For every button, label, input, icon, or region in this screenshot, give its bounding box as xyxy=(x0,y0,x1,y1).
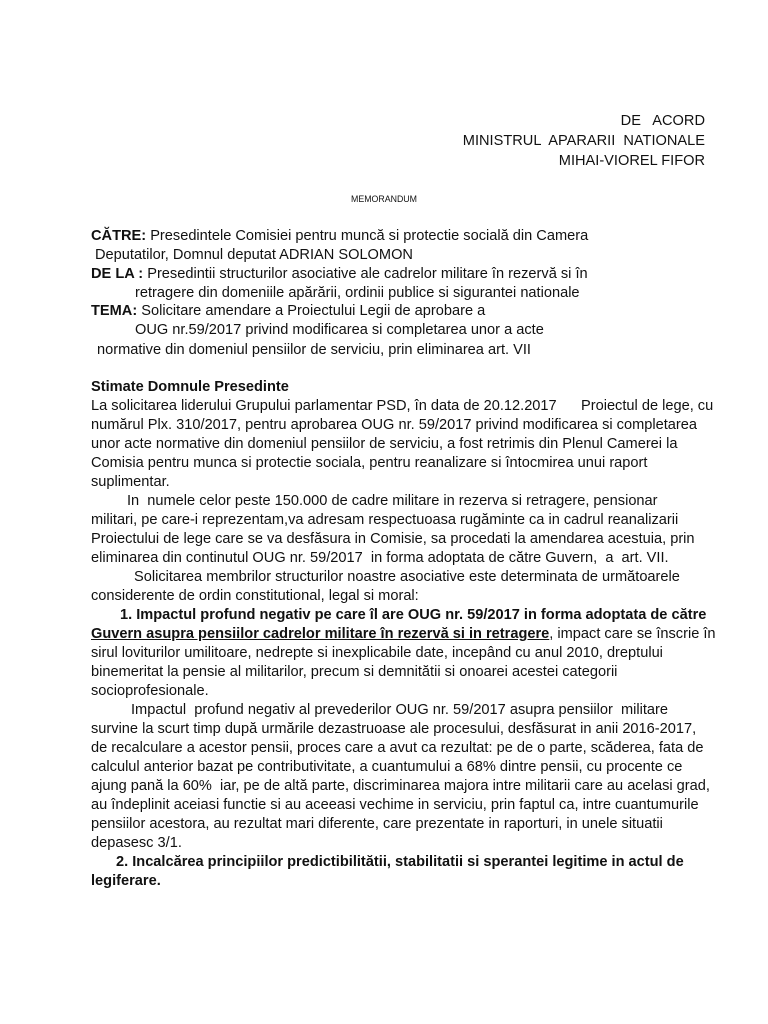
paragraph-4-line: Impactul profund negativ al prevederilor OUG nr. 59/2017 asupra pensiilor militare xyxy=(131,702,669,718)
catre-line-1 xyxy=(91,227,588,246)
paragraph-2-line: In numele celor peste 150.000 de cadre militare in rezerva si retragere, pensionar xyxy=(127,493,658,509)
paragraph-2-line: militari, pe care-i reprezentam,va adresam respectuoasa rugăminte ca in cadrul reanalizarii xyxy=(91,512,679,528)
salutation: Stimate Domnule Presedinte xyxy=(91,379,289,395)
dela-label: DE LA : xyxy=(91,266,144,282)
paragraph-2-line: Proiectului de lege care se va desfăsura in Comisie, sa procedati la amendarea acestuia, prin xyxy=(91,531,695,547)
paragraph-1-line: La solicitarea liderului Grupului parlamentar PSD, în data de 20.12.2017 Proiectul de lege, cu xyxy=(91,398,714,414)
paragraph-1-line: suplimentar. xyxy=(91,474,170,490)
point-1-line: binemeritat la pensie al militarilor, precum si demnitătii si onoarei acestei categorii xyxy=(91,664,618,680)
paragraph-4-line: depasesc 3/1. xyxy=(91,835,182,851)
tema-line-2: OUG nr.59/2017 privind modificarea si completarea unor a acte xyxy=(135,322,544,338)
paragraph-4-line: ajung pană la 60% iar, pe de altă parte, discriminarea majora intre militarii care au acelasi grad, xyxy=(91,778,710,794)
paragraph-2-line: eliminarea din continutul OUG nr. 59/2017 in forma adoptata de către Guvern, a art. VII. xyxy=(91,550,669,566)
point-1-emphasis: Guvern asupra pensiilor cadrelor militare în rezervă si in retragere xyxy=(91,626,550,642)
catre-label: CĂTRE: xyxy=(91,228,147,244)
point-2-heading: 2. Incalcărea principiilor predictibilitătii, stabilitatii si sperantei legitime in actul de xyxy=(116,854,684,870)
paragraph-4-line: calculul anterior bazat pe contributivitate, a cuantumului a 68% dintre pensii, cu procente ce xyxy=(91,759,683,775)
paragraph-1-line: unor acte normative din domeniul pensiilor de serviciu, a fost retrimis din Plenul Camerei la xyxy=(91,436,678,452)
paragraph-4-line: survine la scurt timp după urmările dezastruoase ale procesului, desfăsurat in anii 2016-2017, xyxy=(91,721,697,737)
point-1-heading: 1. Impactul profund negativ pe care îl are OUG nr. 59/2017 in forma adoptata de către xyxy=(120,607,707,623)
tema-line-1 xyxy=(91,302,485,321)
tema-text: Solicitare amendare a Proiectului Legii de aprobare a xyxy=(137,303,486,319)
paragraph-4-line: pensiilor acestora, au rezultat mari diferente, care prezentate in raporturi, in unele situatii xyxy=(91,816,663,832)
header-approval: DE ACORD xyxy=(620,113,705,129)
point-2-line: legiferare. xyxy=(91,873,161,889)
paragraph-1-line: Comisia pentru munca si protectie sociala, pentru reanalizare si întocmirea unui raport xyxy=(91,455,648,471)
header-ministry: MINISTRUL APARARII NATIONALE xyxy=(462,133,705,149)
point-1-line: sirul loviturilor umilitoare, nedrepte si inexplicabile date, incepând cu anul 2010, dreptului xyxy=(91,645,663,661)
point-1-line: socioprofesionale. xyxy=(91,683,209,699)
dela-line-2: retragere din domeniile apărării, ordinii publice si sigurantei nationale xyxy=(135,285,580,301)
paragraph-3-line: Solicitarea membrilor structurilor noastre asociative este determinata de următoarele xyxy=(134,569,680,585)
catre-line-2: Deputatilor, Domnul deputat ADRIAN SOLOMON xyxy=(95,247,413,263)
header-minister-name: MIHAI-VIOREL FIFOR xyxy=(558,153,705,169)
tema-label: TEMA: xyxy=(91,303,138,319)
paragraph-4-line: au îndeplinit aceiasi functie si au aceeasi vechime in serviciu, prin faptul ca, intre cuantumurile xyxy=(91,797,699,813)
paragraph-3-line: considerente de ordin constitutional, legal si moral: xyxy=(91,588,419,604)
paragraph-1-line: numărul Plx. 310/2017, pentru aprobarea OUG nr. 59/2017 privind modificarea si completarea xyxy=(91,417,697,433)
point-1-continuation: , impact care se înscrie în xyxy=(549,626,716,642)
dela-text: Presedintii structurilor asociative ale cadrelor militare în rezervă si în xyxy=(143,266,588,282)
catre-text: Presedintele Comisiei pentru muncă si protectie socială din Camera xyxy=(146,228,589,244)
dela-line-1 xyxy=(91,265,588,284)
paragraph-4-line: de recalculare a acestor pensii, proces care a avut ca rezultat: pe de o parte, scăderea, fata de xyxy=(91,740,704,756)
tema-line-3: normative din domeniul pensiilor de serviciu, prin eliminarea art. VII xyxy=(97,342,531,358)
point-1-line xyxy=(91,625,716,644)
document-title: MEMORANDUM xyxy=(351,194,417,204)
